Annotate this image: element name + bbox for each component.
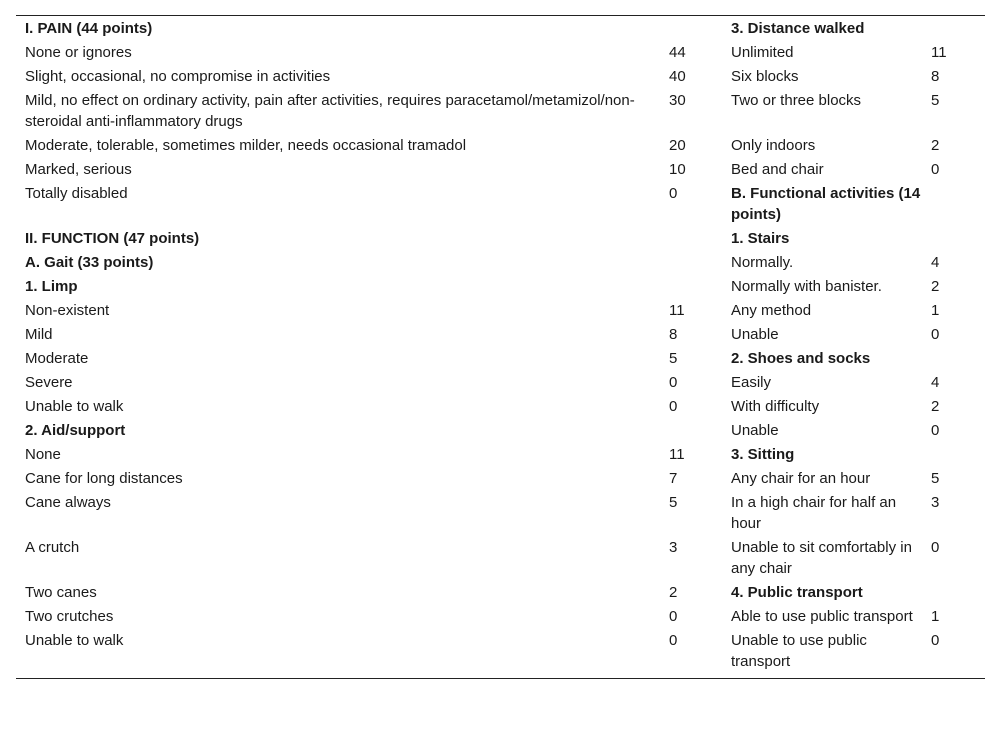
left-item-points: 30 <box>669 92 686 109</box>
right-item-label: Only indoors <box>731 137 816 154</box>
right-item-points <box>931 182 985 227</box>
table-row <box>16 182 985 227</box>
left-item-points: 5 <box>669 494 678 511</box>
left-item-label: Severe <box>25 374 73 391</box>
table-row <box>16 419 985 443</box>
right-item-points: 4 <box>931 374 940 391</box>
left-item-label: Two canes <box>25 584 97 601</box>
left-item-points <box>669 227 731 251</box>
right-item-points: 1 <box>931 302 940 319</box>
score-table-body <box>16 16 985 679</box>
right-item-points: 2 <box>931 398 940 415</box>
table-row <box>16 395 985 419</box>
table-row <box>16 629 985 679</box>
left-item-label: None or ignores <box>25 44 132 61</box>
left-item-label: Mild <box>25 326 53 343</box>
left-item-label: Unable to walk <box>25 398 124 415</box>
table-row <box>16 65 985 89</box>
left-item-label: Marked, serious <box>25 161 132 178</box>
left-item-label: Cane for long distances <box>25 470 183 487</box>
table-row <box>16 251 985 275</box>
right-item-label: Unable <box>731 326 779 343</box>
right-item-points: 0 <box>931 539 940 556</box>
left-item-points: 10 <box>669 161 686 178</box>
left-item-label: Moderate <box>25 350 89 367</box>
right-item-points <box>931 443 985 467</box>
right-item-label: 3. Sitting <box>731 446 795 463</box>
left-item-points <box>669 16 731 42</box>
table-row <box>16 16 985 42</box>
right-item-label: 2. Shoes and socks <box>731 350 871 367</box>
right-item-label: In a high chair for half an hour <box>731 494 897 532</box>
right-item-label: Normally with banister. <box>731 278 882 295</box>
right-item-points <box>931 347 985 371</box>
right-item-points: 0 <box>931 632 940 649</box>
left-item-points: 44 <box>669 44 686 61</box>
right-item-label: Able to use public transport <box>731 608 913 625</box>
left-item-points <box>669 251 731 275</box>
table-row <box>16 299 985 323</box>
left-item-points: 11 <box>669 302 685 319</box>
left-item-points: 11 <box>669 446 685 463</box>
left-item-points: 0 <box>669 632 678 649</box>
left-item-label: A crutch <box>25 539 80 556</box>
table-row <box>16 158 985 182</box>
left-item-label: Slight, occasional, no compromise in activities <box>25 68 331 85</box>
left-item-points: 8 <box>669 326 678 343</box>
right-item-points: 2 <box>931 137 940 154</box>
table-row <box>16 134 985 158</box>
left-item-points <box>669 275 731 299</box>
left-item-label: Non-existent <box>25 302 110 319</box>
right-item-label: Six blocks <box>731 68 799 85</box>
left-item-points: 7 <box>669 470 678 487</box>
left-item-label: Two crutches <box>25 608 114 625</box>
right-item-points: 0 <box>931 161 940 178</box>
left-item-points: 0 <box>669 608 678 625</box>
table-row <box>16 536 985 581</box>
left-item-label: Cane always <box>25 494 111 511</box>
left-item-label: Mild, no effect on ordinary activity, pain after activities, requires paracetamol/metamizol/non-steroidal anti-inflammatory drugs <box>25 92 635 130</box>
left-item-points <box>669 419 731 443</box>
right-item-label: Unable to sit comfortably in any chair <box>731 539 912 577</box>
left-item-points: 40 <box>669 68 686 85</box>
right-item-points <box>931 16 985 42</box>
right-item-points: 11 <box>931 44 947 61</box>
right-item-points <box>931 227 985 251</box>
table-row <box>16 581 985 605</box>
left-item-points: 0 <box>669 185 678 202</box>
left-item-points: 5 <box>669 350 678 367</box>
right-item-label: Unlimited <box>731 44 794 61</box>
right-item-points <box>931 581 985 605</box>
right-item-label: 3. Distance walked <box>731 20 865 37</box>
right-item-points: 5 <box>931 92 940 109</box>
right-item-points: 3 <box>931 494 940 511</box>
left-item-label: 2. Aid/support <box>25 422 126 439</box>
table-row <box>16 371 985 395</box>
left-item-label: II. FUNCTION (47 points) <box>25 230 200 247</box>
left-item-label: None <box>25 446 61 463</box>
right-item-points: 1 <box>931 608 940 625</box>
left-item-label: I. PAIN (44 points) <box>25 20 153 37</box>
right-item-label: Easily <box>731 374 772 391</box>
table-row <box>16 491 985 536</box>
left-item-points: 0 <box>669 374 678 391</box>
table-row <box>16 605 985 629</box>
table-row <box>16 323 985 347</box>
right-item-label: With difficulty <box>731 398 820 415</box>
right-item-label: Any method <box>731 302 812 319</box>
hip-score-table <box>16 15 985 679</box>
left-item-points: 3 <box>669 539 678 556</box>
right-item-label: Unable <box>731 422 779 439</box>
right-item-label: Any chair for an hour <box>731 470 871 487</box>
left-item-label: Totally disabled <box>25 185 128 202</box>
right-item-label: B. Functional activities (14 points) <box>731 185 921 223</box>
left-item-points: 2 <box>669 584 678 601</box>
right-item-points: 2 <box>931 278 940 295</box>
left-item-label: Unable to walk <box>25 632 124 649</box>
right-item-label: 4. Public transport <box>731 584 863 601</box>
right-item-points: 4 <box>931 254 940 271</box>
table-row <box>16 41 985 65</box>
table-row <box>16 467 985 491</box>
left-item-label: 1. Limp <box>25 278 78 295</box>
table-row <box>16 89 985 134</box>
right-item-points: 0 <box>931 422 940 439</box>
left-item-label: A. Gait (33 points) <box>25 254 154 271</box>
left-item-points: 0 <box>669 398 678 415</box>
table-row <box>16 227 985 251</box>
right-item-label: Two or three blocks <box>731 92 862 109</box>
right-item-points: 8 <box>931 68 940 85</box>
right-item-label: Bed and chair <box>731 161 824 178</box>
right-item-label: 1. Stairs <box>731 230 790 247</box>
right-item-label: Normally. <box>731 254 794 271</box>
left-item-points: 20 <box>669 137 686 154</box>
left-item-label: Moderate, tolerable, sometimes milder, needs occasional tramadol <box>25 137 467 154</box>
table-row <box>16 275 985 299</box>
right-item-points: 5 <box>931 470 940 487</box>
table-row <box>16 347 985 371</box>
right-item-label: Unable to use public transport <box>731 632 867 670</box>
table-row <box>16 443 985 467</box>
right-item-points: 0 <box>931 326 940 343</box>
